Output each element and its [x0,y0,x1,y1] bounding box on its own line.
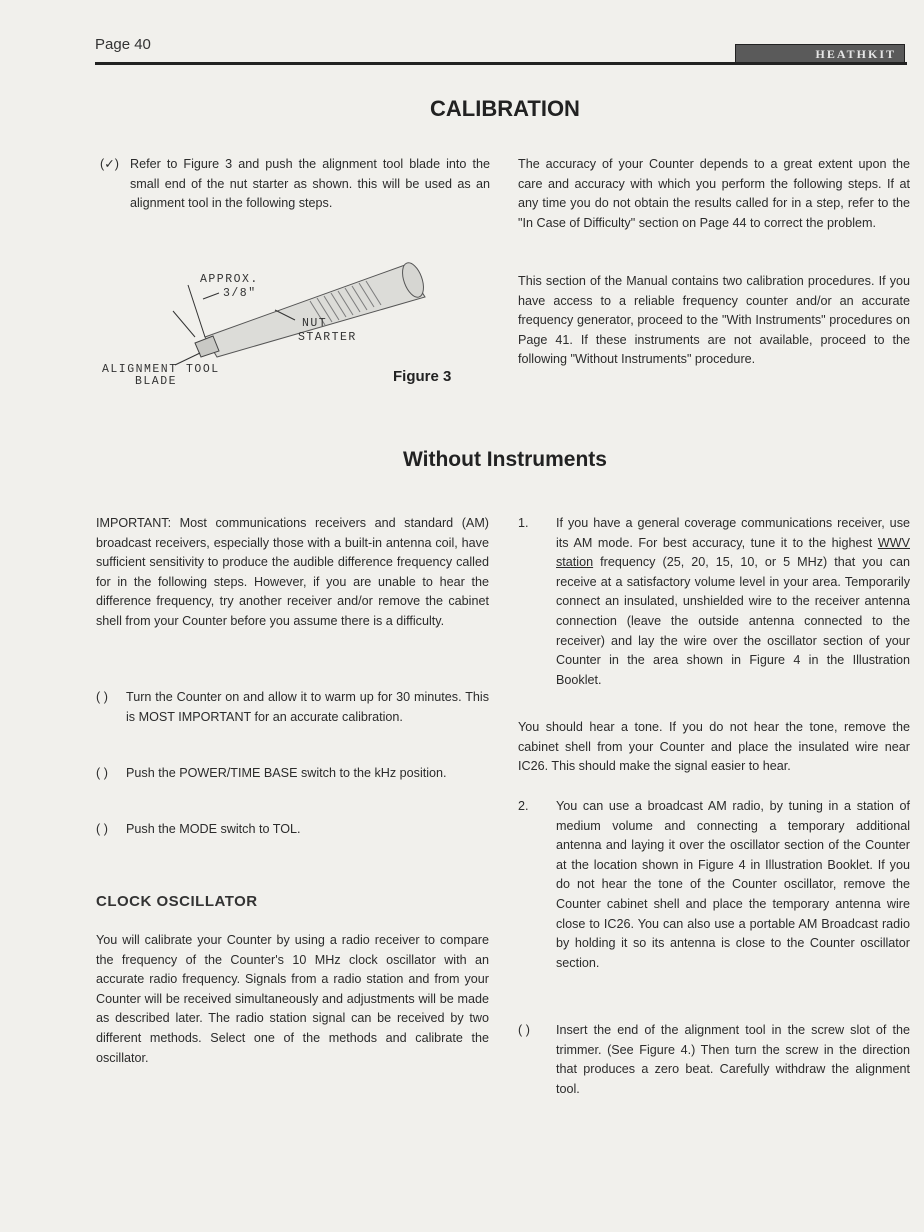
label-nut: NUT [302,317,328,330]
brand-text: HEATHKIT [815,47,896,61]
step-text: Insert the end of the alignment tool in the screw slot of the trimmer. (See Figure 4.) Then turn the screw in the direction that produces a zero beat. Carefully withdraw the alignment tool. [556,1023,910,1096]
step-text: Push the MODE switch to TOL. [126,822,301,836]
label-blade: BLADE [135,375,178,388]
important-note: IMPORTANT: Most communications receivers and standard (AM) broadcast receivers, especially those with a built-in antenna coil, have sufficient sensitivity to produce the audible difference frequency called for in the following steps. However, if you are unable to hear the difference frequency, try another receiver and/or remove the cabinet shell from your Counter before you assume there is a difficulty. [96,516,489,628]
label-starter: STARTER [298,331,357,344]
header-rule [95,62,907,65]
figure-3 [95,225,495,395]
accuracy-paragraph: The accuracy of your Counter depends to a great extent upon the care and accuracy with which you perform the following steps. If at any time you do not obtain the results called for in a step, refer to the "In Case of Difficulty" section on Page 44 to correct the problem. [518,157,910,230]
step-trimmer [518,1021,910,1099]
step-power-switch [96,764,489,784]
intro-step [100,155,490,214]
clock-oscillator-text: You will calibrate your Counter by using a radio receiver to compare the frequency of the Counter's 10 MHz clock oscillator with an accurate radio frequency. Signals from a radio station and from your Counter will be received simultaneously and adjustments will be made as described later. The radio station signal can be received by two different methods. Select one of the methods and calibrate the oscillator. [96,933,489,1065]
checkmark-icon: (✓) [100,157,119,171]
page-number: Page 40 [95,36,151,53]
method-1-text: If you have a general coverage communications receiver, use its AM mode. For best accuracy, tune it to the highest WWV station frequency (25, 20, 15, 10, or 5 MHz) that you can receive at a satisfactory volume level in your area. Temporarily connect an insulated, unshielded wire to the receiver antenna connection (leave the outside antenna connected to the receiver) and lay the wire over the oscillator section of your Counter in the area shown in Figure 4 in the Illustration Booklet. [556,516,910,687]
section-title: Without Instruments [403,448,607,471]
step-mode-switch [96,820,489,840]
step-text: Push the POWER/TIME BASE switch to the kHz position. [126,766,447,780]
label-approx: APPROX. [200,273,259,286]
step-text: Turn the Counter on and allow it to warm up for 30 minutes. This is MOST IMPORTANT for an accurate calibration. [126,690,489,724]
method-2 [518,797,910,973]
clock-oscillator-heading: CLOCK OSCILLATOR [96,893,258,910]
checkbox[interactable]: ( ) [96,766,108,780]
procedures-paragraph: This section of the Manual contains two calibration procedures. If you have access to a reliable frequency counter and/or an accurate frequency generator, proceed to the "With Instruments" procedures on Page 41. If these instruments are not available, proceed to the following "Without Instruments" procedure. [518,274,910,367]
method-1 [518,514,910,690]
item-number: 2. [518,799,529,813]
intro-step-text: Refer to Figure 3 and push the alignment tool blade into the small end of the nut starter as shown. this will be used as an alignment tool in the following steps. [130,157,490,211]
item-number: 1. [518,516,529,530]
checkbox[interactable]: ( ) [96,690,108,704]
page-title: CALIBRATION [430,96,580,121]
figure-caption: Figure 3 [393,368,452,385]
step-warm-up [96,688,489,727]
checkbox[interactable]: ( ) [96,822,108,836]
checkbox[interactable]: ( ) [518,1023,530,1037]
label-alignment-tool: ALIGNMENT TOOL [102,363,220,376]
method-2-text: You can use a broadcast AM radio, by tuning in a station of medium volume and connecting a temporary additional antenna and laying it over the oscillator section of the Counter at the location shown in Figure 4 in Illustration Booklet. If you do not hear the tone of the Counter oscillator, remove the Counter cabinet shell and place the temporary antenna wire close to IC26. You can also use a portable AM Broadcast radio by holding it so its antenna is close to the Counter oscillator section. [556,799,910,970]
tone-paragraph: You should hear a tone. If you do not hear the tone, remove the cabinet shell from your Counter and place the insulated wire near IC26. This should make the signal easier to hear. [518,720,910,774]
label-size: 3/8" [223,287,257,300]
wwv-underlined: WWV station [556,535,910,570]
